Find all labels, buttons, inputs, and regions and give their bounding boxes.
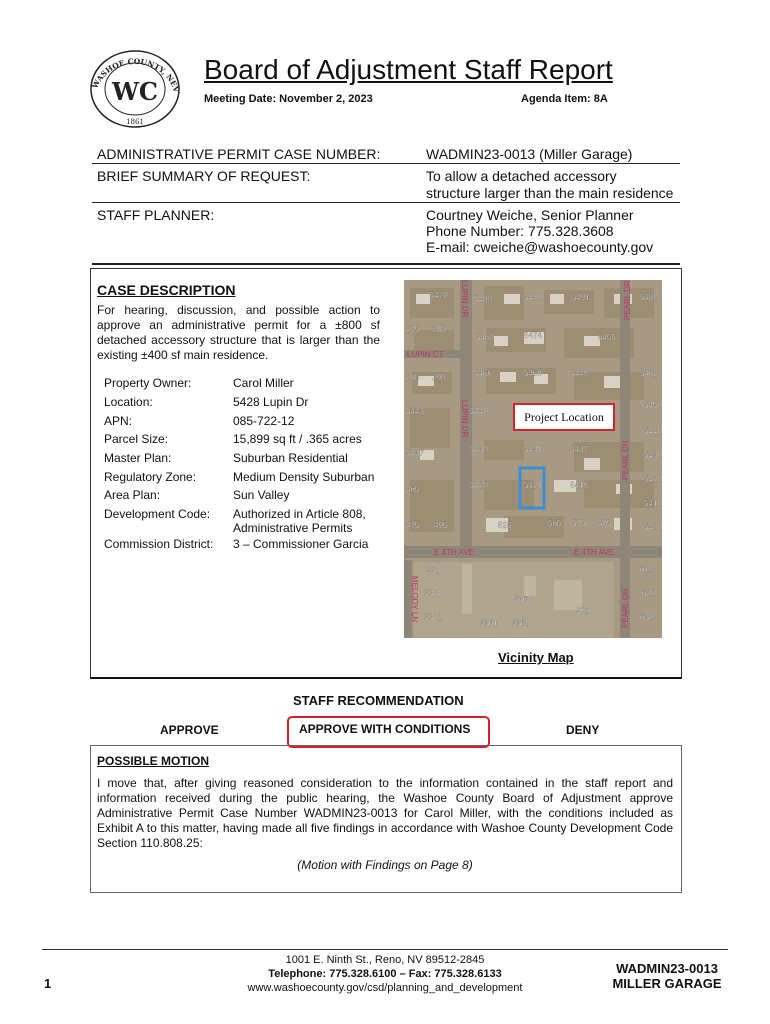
request-value-line2: structure larger than the main residence: [426, 185, 674, 201]
parcel-label: 5382: [424, 613, 442, 622]
planner-phone: Phone Number: 775.328.3608: [426, 223, 614, 239]
parcel-label: 280: [406, 373, 420, 382]
location-label: Location:: [104, 395, 153, 409]
area-plan-label: Area Plan:: [104, 488, 161, 502]
parcel-label: 5468: [524, 369, 542, 378]
master-plan-label: Master Plan:: [104, 451, 172, 465]
development-code-value-2: Administrative Permits: [233, 521, 353, 535]
option-deny: DENY: [566, 723, 600, 737]
parcel-label: 5455: [598, 333, 616, 342]
motion-note: (Motion with Findings on Page 8): [297, 858, 473, 872]
footer-case-name: MILLER GARAGE: [612, 976, 722, 991]
parcel-label: 585: [598, 519, 612, 528]
commission-district-label: Commission District:: [104, 537, 214, 551]
parcel-label: 275: [406, 325, 420, 334]
map-caption: Vicinity Map: [498, 650, 574, 665]
parcel-label: 5360: [512, 619, 530, 628]
parcel-label: 5480: [640, 293, 658, 302]
parcel-label: 620: [642, 589, 656, 598]
street-label: PEARL DR: [623, 280, 632, 320]
option-approve-with-conditions: APPROVE WITH CONDITIONS: [299, 722, 471, 736]
apn-value: 085-722-12: [233, 414, 295, 428]
street-label: PEARL DR: [621, 588, 630, 628]
parcel-label: 5388: [424, 589, 442, 598]
development-code-value: Authorized in Article 808,: [233, 507, 366, 521]
parcel-label: 495: [434, 521, 448, 530]
case-description-heading: CASE DESCRIPTION: [97, 282, 236, 298]
master-plan-value: Suburban Residential: [233, 451, 348, 465]
seal-year: 1861: [126, 118, 144, 126]
parcel-label: 5410: [644, 499, 662, 508]
area-plan-value: Sun Valley: [233, 488, 290, 502]
footer-divider: [42, 949, 728, 950]
footer-address: 1001 E. Ninth St., Reno, NV 89512-2845: [285, 954, 485, 966]
parcel-label: 5420: [644, 475, 662, 484]
parcel-label: 5462: [640, 369, 658, 378]
parcel-label: 5480: [474, 295, 492, 304]
street-label: E 4TH AVE: [574, 548, 614, 557]
request-label: BRIEF SUMMARY OF REQUEST:: [97, 168, 311, 184]
footer-website[interactable]: www.washoecounty.gov/csd/planning_and_development: [247, 982, 523, 994]
possible-motion-heading: POSSIBLE MOTION: [97, 754, 210, 768]
footer-case-number: WADMIN23-0013: [616, 961, 718, 976]
street-label: LUPIN DR: [460, 280, 469, 318]
agenda-item: Agenda Item: 8A: [521, 93, 608, 105]
case-number-value: WADMIN23-0013 (Miller Garage): [426, 146, 633, 162]
seal-text: WASHOE COUNTY, NEV: [90, 56, 181, 93]
footer-contact: [200, 953, 570, 995]
planner-label: STAFF PLANNER:: [97, 207, 215, 223]
case-number-label: ADMINISTRATIVE PERMIT CASE NUMBER:: [97, 146, 381, 162]
parcel-label: 5470: [524, 293, 542, 302]
parcel-label: 5440: [644, 427, 662, 436]
page-title: Board of Adjustment Staff Report: [204, 54, 613, 85]
street-label: PEARL DR: [621, 440, 630, 480]
parcel-label: 610: [640, 565, 654, 574]
parcel-label: 5440: [470, 407, 488, 416]
property-owner-value: Carol Miller: [233, 376, 294, 390]
meeting-date: Meeting Date: November 2, 2023: [204, 93, 373, 105]
parcel-label: 465: [406, 485, 420, 494]
parcel-label: 5430: [644, 451, 662, 460]
parcel-size-label: Parcel Size:: [104, 432, 169, 446]
footer-phone: Telephone: 775.328.6100 – Fax: 775.328.6133: [268, 968, 502, 980]
parcel-label: 5470: [430, 291, 448, 300]
property-owner-label: Property Owner:: [104, 376, 192, 390]
divider: [92, 263, 680, 265]
parcel-label: 290: [432, 373, 446, 382]
recommendation-title: STAFF RECOMMENDATION: [293, 693, 464, 708]
street-label: LUPIN CT: [407, 350, 444, 359]
planner-name: Courtney Weiche, Senior Planner: [426, 207, 634, 223]
parcel-label: 5491: [572, 293, 590, 302]
regulatory-zone-label: Regulatory Zone:: [104, 470, 197, 484]
parcel-label: 5437: [570, 445, 588, 454]
parcel-label: 5449: [570, 369, 588, 378]
street-label: E 4TH AVE: [434, 548, 474, 557]
possible-motion-text: I move that, after giving reasoned consideration to the information contained in the staff report and information received during the public hearing, the Washoe County Board of Adjustment approve Administrative Permit Case Number WADMIN23-0013 for Carol Miller, with the conditions included as Exhibit A to this matter, having made all five findings in accordance with Washoe County Development Code Section 110.808.25:: [97, 776, 673, 850]
development-code-label: Development Code:: [104, 507, 211, 521]
parcel-label: 5466: [474, 369, 492, 378]
parcel-label: 5438: [524, 445, 542, 454]
parcel-label: 5428: [524, 481, 542, 490]
parcel-label: 5419: [570, 481, 588, 490]
planner-email: E-mail: cweiche@washoecounty.gov: [426, 239, 654, 255]
parcel-label: 570: [576, 607, 590, 616]
project-location-label: Project Location: [524, 410, 604, 424]
parcel-label: 5450: [644, 401, 662, 410]
divider: [92, 202, 680, 203]
regulatory-zone-value: Medium Density Suburban: [233, 470, 375, 484]
parcel-label: 5474: [524, 331, 542, 340]
footer-case-id: [598, 961, 736, 991]
county-seal: [84, 46, 186, 132]
commission-district-value: 3 – Commissioner Garcia: [233, 537, 369, 551]
parcel-label: 5368: [514, 595, 532, 604]
apn-label: APN:: [104, 414, 133, 428]
option-approve: APPROVE: [160, 723, 219, 737]
parcel-label: 5420: [470, 481, 488, 490]
parcel-label: 285: [432, 325, 446, 334]
parcel-label: 5361: [480, 619, 498, 628]
parcel-label: 5443: [406, 407, 424, 416]
vicinity-map: [404, 280, 662, 638]
parcel-label: 630: [640, 613, 654, 622]
page-number: 1: [44, 976, 52, 991]
parcel-label: 565: [548, 519, 562, 528]
parcel-label: 5460: [476, 333, 494, 342]
parcel-label: 5437: [406, 449, 424, 458]
street-label: MELODY LN: [410, 576, 419, 623]
parcel-label: 525: [498, 521, 512, 530]
street-label: LUPIN DR: [460, 400, 469, 438]
divider: [92, 163, 680, 164]
parcel-size-value: 15,899 sq ft / .365 acres: [233, 432, 362, 446]
parcel-label: 475: [406, 521, 420, 530]
parcel-label: 5400: [644, 523, 662, 532]
location-value: 5428 Lupin Dr: [233, 395, 309, 409]
request-value-line1: To allow a detached accessory: [426, 168, 617, 184]
parcel-label: 5430: [470, 445, 488, 454]
case-description-text: For hearing, discussion, and possible action to approve an administrative permit for a ±800 sf detached accessory structure that is larger than the existing ±400 sf main residence.: [97, 303, 380, 362]
parcel-label: 575: [572, 519, 586, 528]
parcel-label: 450: [426, 567, 440, 576]
seal-monogram: WC: [111, 77, 159, 106]
